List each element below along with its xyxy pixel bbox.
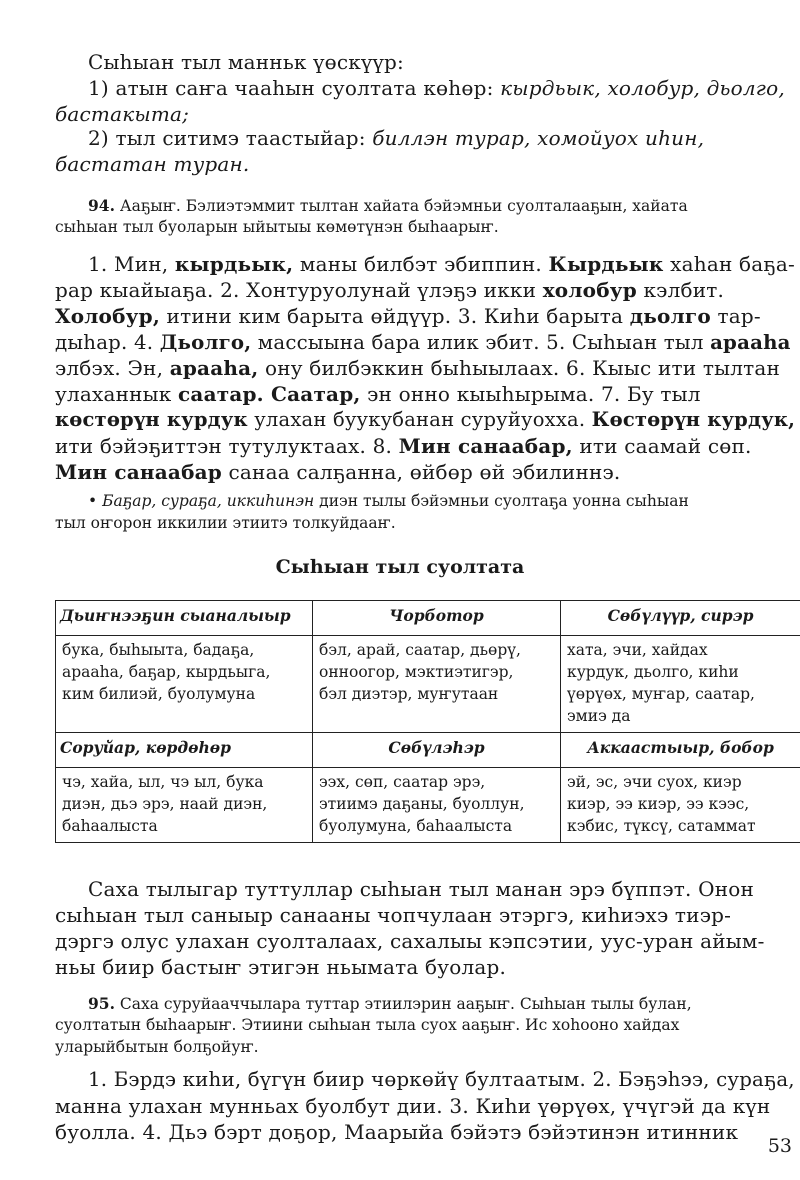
note-line-2: тыл оҥорон иккилии этиитэ толкуйдааҥ. [55,514,396,532]
para1-line-5: элбэх. Эн, арааһа, ону билбэккин быһыылаах. 6. Кыыс ити тылтан [55,356,781,380]
intro-line-3 [55,102,189,126]
table-header-cell: Аккаастыыр, бобор [561,733,800,768]
intro-text: 1) атын саҥа чааһын суолтата көһөр: [88,76,501,100]
para2-line-2: сыһыан тыл саныыр санааны чопчулаан этэргэ, киһиэхэ тиэр- [55,903,732,927]
exercise-94-line-2 [55,218,499,236]
exercise-95-line-1: 95. Саха суруйааччылара туттар этиилэрин ааҕыҥ. Сыһыан тылы булан, [88,994,692,1013]
table-header-cell: Соруйар, көрдөһөр [56,733,313,768]
para2-line-1: Саха тылыгар туттуллар сыһыан тыл манан эрэ бүппэт. Онон [88,877,755,901]
table-header-cell: Дьиҥнээҕин сыаналыыр [56,601,313,636]
exercise-number: 94. [88,196,115,215]
para1-line-8: ити бэйэҕиттэн тутулуктаах. 8. Мин санаабар, ити саамай сөп. [55,434,752,458]
para3-line-3: буолла. 4. Дьэ бэрт доҕор, Маарыйа бэйэтэ бэйэтинэн итинник [55,1120,739,1144]
intro-text: 2) тыл ситимэ таастыйар: [88,126,373,150]
intro-line-1 [88,50,404,74]
intro-examples: биллэн турар, хомойуох иһин, [372,126,705,150]
table-title: Сыһыан тыл суолтата [275,556,525,578]
intro-examples: кырдьык, холобур, дьолго, [500,76,785,100]
table-cell: эй, эс, эчи суох, киэр киэр, ээ киэр, ээ кээс, кэбис, түксү, сатаммат [561,768,800,843]
intro-examples: бастатан туран. [55,152,250,176]
table-header-row [56,601,800,636]
table-header-row [56,733,800,768]
exercise-95-line-2: суолтатын быһаарыҥ. Этиини сыһыан тыла суох ааҕыҥ. Ис хоһооно хайдах [55,1016,680,1034]
table-header-cell: Сөбүлүүр, сирэр [561,601,800,636]
table-cell: чэ, хайа, ыл, чэ ыл, бука диэн, дьэ эрэ, наай диэн, баһаалыста [56,768,313,843]
para3-line-1: 1. Бэрдэ киһи, бүгүн биир чөркөйү бултаатым. 2. Бэҕэһээ, сураҕа, [88,1068,795,1091]
para1-line-3: Холобур, итини ким барыта өйдүүр. 3. Киһи барыта дьолго тар- [55,304,761,328]
table-row [56,636,800,733]
bullet-icon: • [88,492,98,510]
para1-line-6: улаханнык саатар. Саатар, эн онно кыыһырыма. 7. Бу тыл [55,382,701,406]
intro-line-5 [55,152,249,176]
exercise-94-line-1 [88,196,688,215]
para1-line-2: рар кыайыаҕа. 2. Хонтуруолунай үлэҕэ икки холобур кэлбит. [55,278,725,302]
note-line-1: • Баҕар, сураҕа, иккиһинэн диэн тылы бэйэмньи суолтаҕа уонна сыһыан [88,492,689,510]
exercise-instruction: Ааҕыҥ. Бэлиэтэммит тылтан хайата бэйэмньи суолталааҕын, хайата [114,197,688,215]
intro-line-4 [88,126,704,150]
modal-words-table [55,600,800,843]
para3-line-2: манна улахан мунньах буолбут дии. 3. Киһи үөрүөх, үчүгэй да күн [55,1094,771,1118]
para1-line-9: Мин санаабар санаа салҕанна, өйбөр өй эбилиннэ. [55,460,621,484]
intro-examples: бастакыта; [55,102,190,126]
para1-line-7: көстөрүн курдук улахан буукубанан суруйуохха. Көстөрүн курдук, [55,408,796,431]
page-number: 53 [767,1135,792,1157]
intro-text: Сыһыан тыл манньк үөскүүр: [88,50,404,74]
table-cell: бэл, арай, саатар, дьөрү, онноогор, мэктиэтигэр, бэл диэтэр, муҥутаан [313,636,561,733]
para2-line-3: дэргэ олус улахан суолталаах, сахалыы кэпсэтии, уус-уран айым- [55,929,765,953]
para2-line-4: ньы биир бастыҥ этигэн ньымата буолар. [55,955,507,979]
table-row [56,768,800,843]
exercise-95-line-3: уларыйбытын болҕойуҥ. [55,1038,259,1056]
exercise-instruction: сыһыан тыл буоларын ыйытыы көмөтүнэн быһаарыҥ. [55,218,499,236]
table-header-cell: Чорботор [313,601,561,636]
table-cell: бука, быһыыта, бадаҕа, арааһа, баҕар, кырдьыга, ким билиэй, буолумуна [56,636,313,733]
table-cell: хата, эчи, хайдах курдук, дьолго, киһи үөрүөх, муҥар, саатар, эмиэ да [561,636,800,733]
exercise-number: 95. [88,994,115,1013]
intro-line-2 [88,76,785,100]
table-cell: ээх, сөп, саатар эрэ, этиимэ даҕаны, буоллун, буолумуна, баһаалыста [313,768,561,843]
para1-line-4: дыһар. 4. Дьолго, массыына бара илик эбит. 5. Сыһыан тыл арааһа [55,330,791,354]
table-header-cell: Сөбүлэһэр [313,733,561,768]
para1-line-1: 1. Мин, кырдьык, маны билбэт эбиппин. Кырдьык хаһан баҕа- [88,252,795,276]
